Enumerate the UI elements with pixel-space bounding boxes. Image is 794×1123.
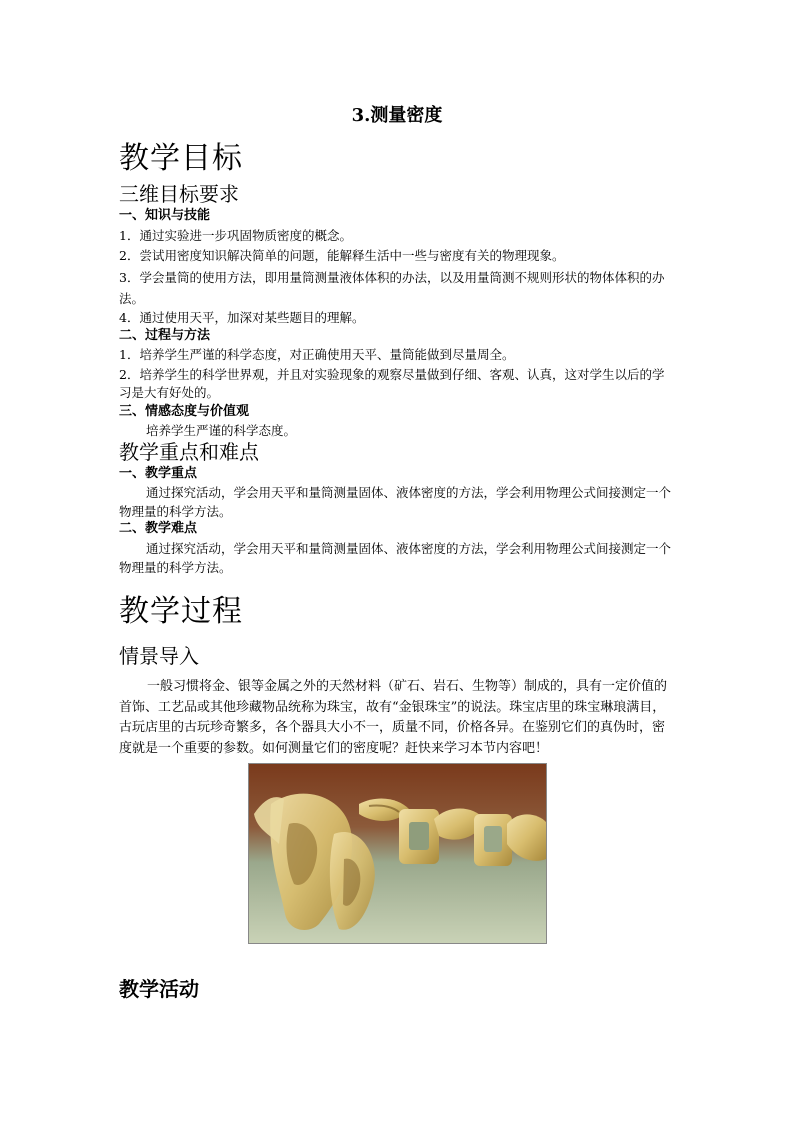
heading-teaching-goals: 教学目标 — [119, 141, 243, 176]
process-item-2: 2．培养学生的科学世界观，并且对实验现象的观察尽量做到仔细、客观、认真，这对学生以后的学习是大有好处的。 — [119, 367, 665, 400]
document-title: 3.测量密度 — [351, 105, 443, 126]
heading-knowledge-skills: 一、知识与技能 — [119, 208, 211, 223]
heading-scenario-intro: 情景导入 — [119, 644, 199, 668]
difficulty-text: 通过探究活动，学会用天平和量筒测量固体、液体密度的方法，学会利用物理公式间接测定一个物理量的科学方法。 — [119, 541, 672, 575]
emotion-text: 培养学生严谨的科学态度。 — [146, 423, 297, 438]
intro-text: 一般习惯将金、银等金属之外的天然材料（矿石、岩石、生物等）制成的，具有一定价值的首饰、工艺品或其他珍藏物品统称为珠宝，故有“金银珠宝”的说法。珠宝店里的珠宝琳琅满目，古玩店里的古玩珍奇繁多，各个器具大小不一，质量不同，价格各异。在鉴别它们的真伪时，密度就是一个重要的参数。如何测量它们的密度呢？赶快来学习本节内容吧！ — [119, 679, 668, 756]
heading-difficulty: 二、教学难点 — [119, 521, 198, 536]
knowledge-item-2: 2．尝试用密度知识解决简单的问题，能解释生活中一些与密度有关的物理现象。 — [119, 248, 565, 263]
focus-text: 通过探究活动，学会用天平和量筒测量固体、液体密度的方法，学会利用物理公式间接测定一个物理量的科学方法。 — [119, 485, 672, 519]
heading-teaching-process: 教学过程 — [119, 594, 243, 629]
knowledge-item-3: 3．学会量筒的使用方法，即用量筒测量液体体积的办法，以及用量筒测不规则形状的物体体积的办法。 — [119, 270, 665, 306]
heading-teaching-activity: 教学活动 — [119, 977, 199, 1001]
knowledge-item-4: 4．通过使用天平，加深对某些题目的理解。 — [119, 310, 365, 325]
knowledge-item-1: 1．通过实验进一步巩固物质密度的概念。 — [119, 228, 352, 243]
jade-ornament-photo-icon — [248, 763, 547, 944]
process-item-1: 1．培养学生严谨的科学态度，对正确使用天平、量筒能做到尽量周全。 — [119, 347, 515, 362]
heading-process-methods: 二、过程与方法 — [119, 328, 211, 343]
heading-three-dimension-goals: 三维目标要求 — [119, 182, 239, 206]
heading-focus: 一、教学重点 — [119, 466, 198, 481]
heading-keypoints: 教学重点和难点 — [119, 440, 259, 464]
heading-emotion-values: 三、情感态度与价值观 — [119, 404, 250, 419]
